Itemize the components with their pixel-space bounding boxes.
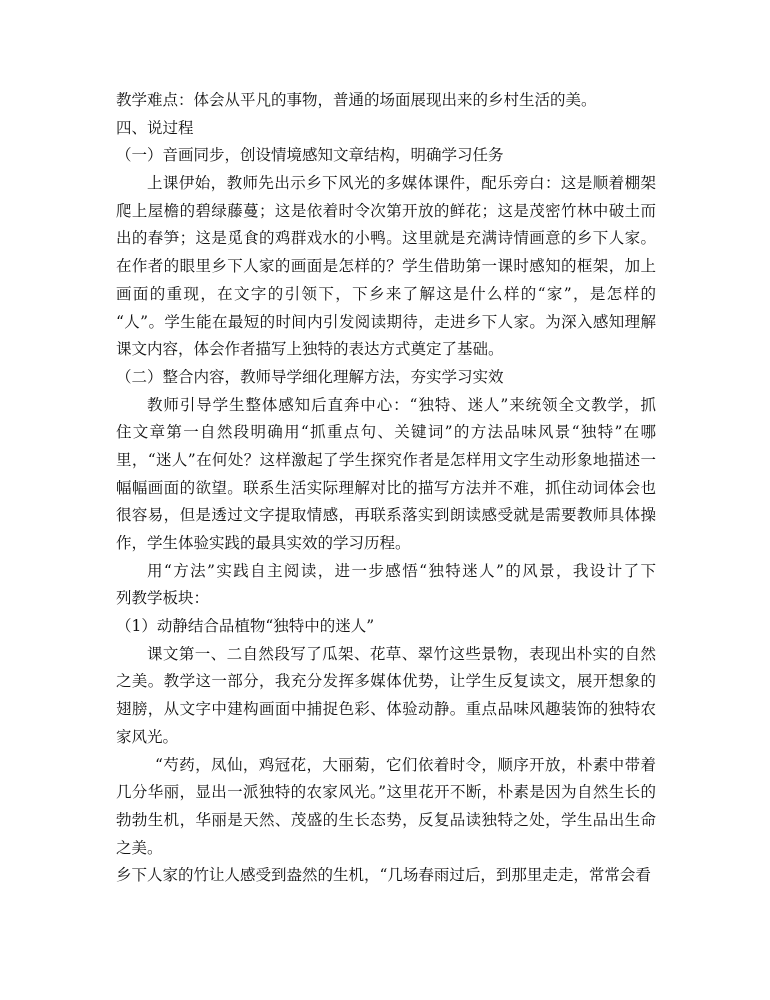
paragraph-line: 课文第一、二自然段写了瓜架、花草、翠竹这些景物，表现出朴实的自然 bbox=[147, 644, 656, 663]
paragraph-line: 几分华丽，显出一派独特的农家风光。”这里花开不断，朴素是因为自然生长的 bbox=[116, 783, 656, 802]
paragraph-line: 家风光。 bbox=[116, 727, 179, 746]
subheading-plants: （1）动静结合品植物“独特中的迷人” bbox=[116, 617, 375, 636]
paragraph-line: 画面的重现，在文字的引领下，下乡来了解这是什么样的“家”，是怎样的 bbox=[116, 284, 656, 303]
paragraph-line: 教师引导学生整体感知后直奔中心：“独特、迷人”来统领全文教学，抓 bbox=[147, 395, 656, 414]
paragraph-line: 出的春笋；这是觅食的鸡群戏水的小鸭。这里就是充满诗情画意的乡下人家。 bbox=[116, 229, 656, 248]
paragraph-line: 列教学板块： bbox=[116, 589, 210, 608]
paragraph-line: “人”。学生能在最短的时间内引发阅读期待，走进乡下人家。为深入感知理解 bbox=[116, 312, 656, 331]
paragraph-line: 在作者的眼里乡下人家的画面是怎样的？学生借助第一课时感知的框架，加上 bbox=[116, 257, 656, 276]
subheading-two: （二）整合内容，教师导学细化理解方法，夯实学习实效 bbox=[116, 367, 504, 386]
paragraph-line: 上课伊始，教师先出示乡下风光的多媒体课件，配乐旁白：这是顺着棚架 bbox=[147, 174, 656, 193]
paragraph-line: 之美。 bbox=[116, 838, 163, 857]
paragraph-line: 很容易，但是透过文字提取情感，再联系落实到朗读感受就是需要教师具体操 bbox=[116, 506, 656, 525]
paragraph-line: 里，“迷人”在何处？这样激起了学生探究作者是怎样用文字生动形象地描述一 bbox=[116, 450, 656, 469]
paragraph-line: 住文章第一自然段明确用“抓重点句、关键词”的方法品味风景“独特”在哪 bbox=[116, 423, 656, 442]
paragraph-line: 乡下人家的竹让人感受到盎然的生机，“几场春雨过后，到那里走走，常常会看 bbox=[116, 866, 651, 885]
paragraph-line: 作，学生体验实践的最具实效的学习历程。 bbox=[116, 534, 411, 552]
paragraph-line: 之美。教学这一部分，我充分发挥多媒体优势，让学生反复读文，展开想象的 bbox=[116, 672, 656, 691]
paragraph-line: 用“方法”实践自主阅读，进一步感悟“独特迷人”的风景，我设计了下 bbox=[147, 561, 656, 580]
paragraph-line: 课文内容，体会作者描写上独特的表达方式奠定了基础。 bbox=[116, 340, 504, 359]
document-body bbox=[116, 87, 656, 890]
paragraph-line: 幅幅画面的欲望。联系生活实际理解对比的描写方法并不难，抓住动词体会也 bbox=[116, 478, 656, 497]
subheading-one: （一）音画同步，创设情境感知文章结构，明确学习任务 bbox=[116, 146, 504, 165]
teaching-difficulty-line: 教学难点：体会从平凡的事物，普通的场面展现出来的乡村生活的美。 bbox=[116, 91, 597, 109]
section-heading-process: 四、说过程 bbox=[116, 118, 194, 137]
paragraph-line: 爬上屋檐的碧绿藤蔓；这是依着时令次第开放的鲜花；这是茂密竹林中破土而 bbox=[116, 201, 656, 220]
paragraph-line: 翅膀，从文字中建构画面中捕捉色彩、体验动静。重点品味风趣装饰的独特农 bbox=[116, 700, 656, 719]
quote-paragraph-line: “芍药，凤仙，鸡冠花，大丽菊，它们依着时令，顺序开放，朴素中带着 bbox=[155, 755, 656, 774]
paragraph-line: 勃勃生机，华丽是天然、茂盛的生长态势，反复品读独特之处，学生品出生命 bbox=[116, 810, 656, 829]
